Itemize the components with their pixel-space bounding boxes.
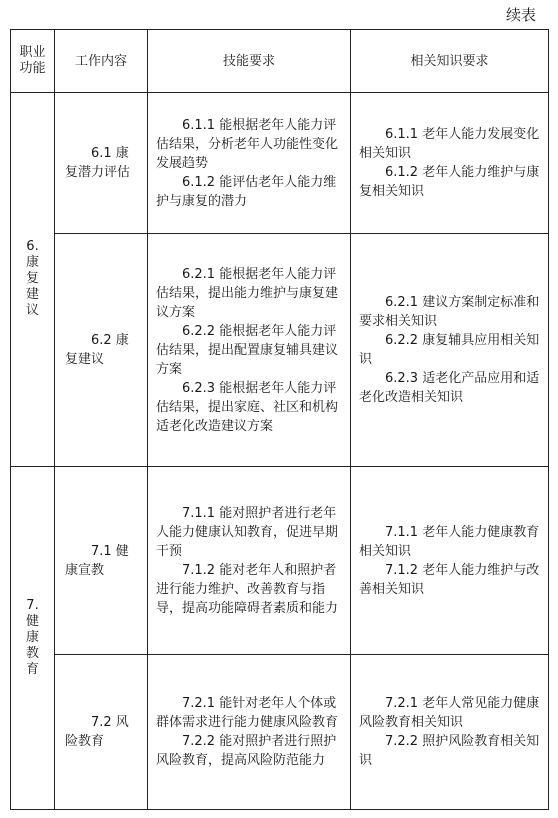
knowledge-cell [351,655,549,810]
skill-item: 7.1.2 能对老年人和照护者进行能力维护、改善教育与指导，提高功能障碍者素质和能力 [156,562,339,616]
content-cell: 7.1 健康宣教 [55,467,148,655]
knowledge-item: 6.2.1 建议方案制定标准和要求相关知识 [359,295,540,329]
function-cell: 7. 健康教育 [11,467,55,810]
skill-item: 7.1.1 能对照护者进行老年人能力健康认知教育，促进早期干预 [156,505,339,559]
continued-label: 续表 [505,6,536,24]
header-skills: 技能要求 [148,30,351,93]
header-content: 工作内容 [55,30,148,93]
content-cell: 6.1 康复潜力评估 [55,93,148,234]
skill-item: 7.2.2 能对照护者进行照护风险教育，提高风险防范能力 [156,734,337,768]
table-row [11,655,549,810]
header-function: 职业功能 [11,30,55,93]
knowledge-item: 6.2.2 康复辅具应用相关知识 [359,333,540,367]
knowledge-item: 7.2.2 照护风险教育相关知识 [359,734,540,768]
skill-item: 6.1.2 能评估老年人能力维护与康复的潜力 [156,174,337,209]
skill-item: 6.2.3 能根据老年人能力评估结果，提出家庭、社区和机构适老化改造建议方案 [156,380,339,434]
table-row [11,93,549,234]
table-row [11,234,549,467]
function-cell: 6. 康复建议 [11,93,55,467]
content-cell: 7.2 风险教育 [55,655,148,810]
knowledge-item: 7.1.2 老年人能力维护与改善相关知识 [359,562,540,597]
skills-cell [148,467,351,655]
skill-item: 6.2.1 能根据老年人能力评估结果，提出能力维护与康复建议方案 [156,266,339,320]
knowledge-item: 7.1.1 老年人能力健康教育相关知识 [359,524,540,559]
table-row [11,467,549,655]
skills-table [10,29,549,810]
table-header-row [11,30,549,93]
knowledge-item: 7.2.1 老年人常见能力健康风险教育相关知识 [359,696,540,730]
knowledge-item: 6.1.2 老年人能力维护与康复相关知识 [359,165,540,199]
knowledge-cell [351,93,549,234]
knowledge-cell [351,234,549,467]
knowledge-item: 6.1.1 老年人能力发展变化相关知识 [359,127,540,161]
content-cell: 6.2 康复建议 [55,234,148,467]
skill-item: 7.2.1 能针对老年人个体或群体需求进行能力健康风险教育 [156,696,339,730]
skill-item: 6.1.1 能根据老年人能力评估结果，分析老年人功能性变化发展趋势 [156,117,339,171]
header-knowledge: 相关知识要求 [351,30,549,93]
knowledge-cell [351,467,549,655]
skills-cell [148,234,351,467]
skills-cell [148,655,351,810]
skills-cell [148,93,351,234]
knowledge-item: 6.2.3 适老化产品应用和适老化改造相关知识 [359,371,540,405]
skill-item: 6.2.2 能根据老年人能力评估结果，提出配置康复辅具建议方案 [156,323,339,377]
